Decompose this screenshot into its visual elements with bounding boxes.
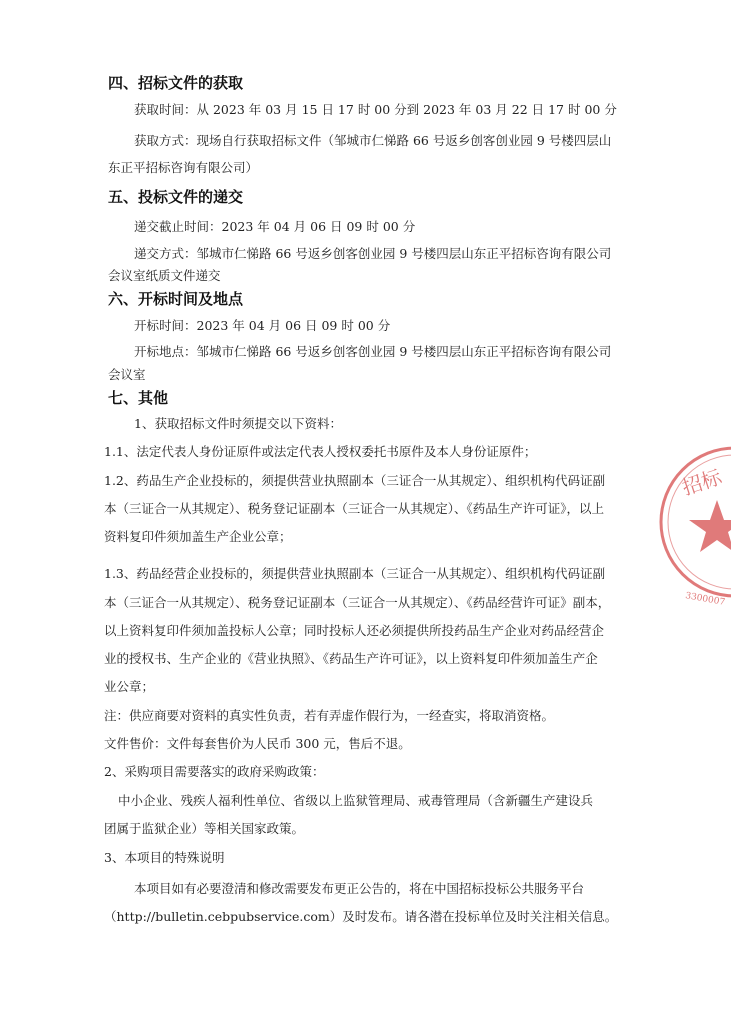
acquisition-method-line1: 获取方式：现场自行获取招标文件（邹城市仁悌路 66 号返乡创客创业园 9 号楼四层山 bbox=[134, 133, 612, 148]
item1-3-line1: 1.3、药品经营企业投标的，须提供营业执照副本（三证合一从其规定）、组织机构代码证副 bbox=[104, 566, 606, 581]
submission-method-line1: 递交方式：邹城市仁悌路 66 号返乡创客创业园 9 号楼四层山东正平招标咨询有限公司 bbox=[134, 246, 612, 261]
item2-title: 2、采购项目需要落实的政府采购政策： bbox=[104, 764, 325, 779]
item3-line1: 本项目如有必要澄清和修改需要发布更正公告的，将在中国招标投标公共服务平台 bbox=[134, 881, 585, 896]
heading-section-6: 六、开标时间及地点 bbox=[108, 290, 244, 308]
seal-text: 招标 bbox=[679, 464, 725, 500]
heading-section-7: 七、其他 bbox=[108, 389, 169, 407]
item1-3-line4: 业的授权书、生产企业的《营业执照》、《药品生产许可证》，以上资料复印件须加盖生产企 bbox=[104, 651, 598, 666]
opening-place-line1: 开标地点：邹城市仁悌路 66 号返乡创客创业园 9 号楼四层山东正平招标咨询有限公司 bbox=[134, 344, 612, 359]
item1-2-line1: 1.2、药品生产企业投标的，须提供营业执照副本（三证合一从其规定）、组织机构代码证副 bbox=[104, 473, 606, 488]
company-seal-stamp bbox=[655, 440, 731, 615]
acquisition-method-line2: 东正平招标咨询有限公司） bbox=[108, 160, 259, 175]
opening-time: 开标时间：2023 年 04 月 06 日 09 时 00 分 bbox=[134, 318, 391, 333]
item1-title: 1、获取招标文件时须提交以下资料： bbox=[134, 416, 342, 431]
price: 文件售价：文件每套售价为人民币 300 元，售后不退。 bbox=[104, 736, 411, 751]
acquisition-time: 获取时间：从 2023 年 03 月 15 日 17 时 00 分到 2023 年 03 月 22 日 17 时 00 分 bbox=[134, 102, 617, 117]
item1-1: 1.1、法定代表人身份证原件或法定代表人授权委托书原件及本人身份证原件； bbox=[104, 444, 537, 459]
item3-title: 3、本项目的特殊说明 bbox=[104, 850, 225, 865]
opening-place-line2: 会议室 bbox=[108, 367, 146, 382]
item1-2-line2: 本（三证合一从其规定）、税务登记证副本（三证合一从其规定）、《药品生产许可证》，以上 bbox=[104, 501, 605, 516]
heading-section-5: 五、投标文件的递交 bbox=[108, 188, 244, 206]
seal-code: 3300007 bbox=[684, 591, 726, 608]
submission-deadline: 递交截止时间：2023 年 04 月 06 日 09 时 00 分 bbox=[134, 219, 416, 234]
submission-method-line2: 会议室纸质文件递交 bbox=[108, 268, 221, 283]
note: 注：供应商要对资料的真实性负责，若有弄虚作假行为，一经查实，将取消资格。 bbox=[104, 708, 555, 723]
item3-line2: （http://bulletin.cebpubservice.com）及时发布。请各潜在投标单位及时关注相关信息。 bbox=[104, 909, 618, 924]
item2-line2: 团属于监狱企业）等相关国家政策。 bbox=[104, 821, 305, 836]
item1-3-line2: 本（三证合一从其规定）、税务登记证副本（三证合一从其规定）、《药品经营许可证》副本， bbox=[104, 595, 611, 610]
item2-line1: 中小企业、残疾人福利性单位、省级以上监狱管理局、戒毒管理局（含新疆生产建设兵 bbox=[118, 793, 594, 808]
item1-3-line5: 业公章； bbox=[104, 679, 155, 694]
item1-3-line3: 以上资料复印件须加盖投标人公章；同时投标人还必须提供所投药品生产企业对药品经营企 bbox=[104, 623, 605, 638]
seal-star-icon bbox=[689, 500, 731, 552]
heading-section-4: 四、招标文件的获取 bbox=[108, 74, 244, 92]
item1-2-line3: 资料复印件须加盖生产企业公章； bbox=[104, 529, 292, 544]
